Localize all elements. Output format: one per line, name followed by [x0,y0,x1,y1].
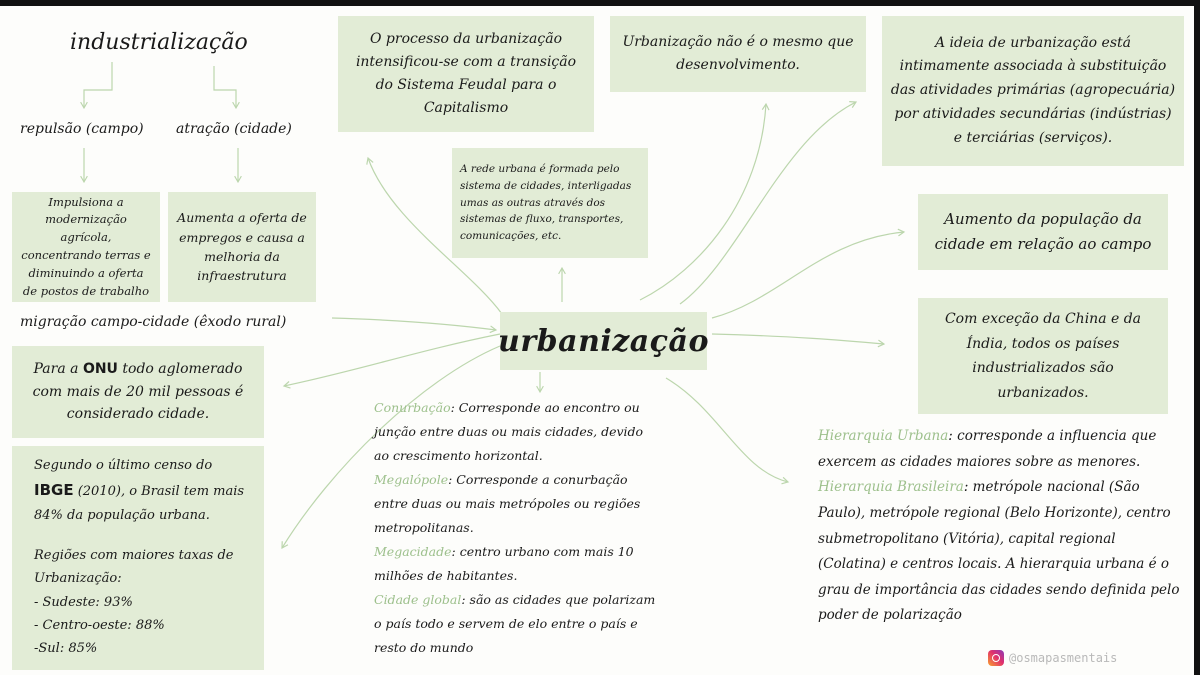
feudal-box-text: O processo da urbanização intensificou-se com a transição do Sistema Feudal para o Capitalismo [355,30,577,117]
hierarquia-item [818,475,1180,629]
definition-text: : são as cidades que polarizam o país todo e servem de elo entre o país e resto do mundo [374,592,656,655]
hierarquia-text: : metrópole nacional (São Paulo), metrópole regional (Belo Horizonte), centro submetropolitano (Vitória), capital regional (Colatina) e centros locais. A hierarquia urbana é o grau de importância das cidades sendo definida pelo poder de polarização [818,479,1180,624]
rede-box [452,148,648,258]
onu-box [12,346,264,438]
ibge-line2-wrap [34,477,256,527]
rede-box-text: A rede urbana é formada pelo sistema de cidades, interligadas umas as outras através dos sistemas de fluxo, transportes, comunicações, etc. [460,163,632,243]
connector-center-china [712,334,884,344]
ideia-box-text: A ideia de urbanização está intimamente associada à substituição das atividades primárias (agropecuária) por atividades secundárias (indústrias) e terciárias (serviços). [890,34,1176,146]
feudal-box [338,16,594,132]
ideia-box [882,16,1184,166]
hierarquia-block [818,424,1180,629]
repulsao-box-text: Impulsiona a modernização agrícola, concentrando terras e diminuindo a oferta de postos de trabalho [21,194,151,298]
industrializacao-title: industrialização [70,30,248,55]
center-title-text: urbanização [498,323,709,359]
aumento-box-text: Aumento da população da cidade em relação ao campo [934,209,1152,253]
atracao-box [168,192,316,302]
ibge-region-item: - Centro-oeste: 88% [34,617,165,633]
onu-box-text [20,358,256,425]
hierarquia-term: Hierarquia Urbana [818,428,949,444]
connector-industrializacao-right [214,66,236,108]
ibge-highlight: IBGE [34,481,74,500]
connector-center-onu [284,334,500,386]
china-box-text: Com exceção da China e da Índia, todos os países industrializados são urbanizados. [944,311,1142,401]
connector-center-desenvolvimento [640,104,766,300]
connector-migracao-center [332,318,496,330]
definition-item [374,396,660,468]
definition-term: Megacidade [374,544,452,559]
definition-item [374,540,660,588]
definition-item [374,588,660,660]
definition-text: : Corresponde ao encontro ou junção entre duas ou mais cidades, devido ao crescimento horizontal. [374,400,644,463]
instagram-icon [988,650,1004,666]
ibge-line1: Segundo o último censo do [34,458,213,473]
desenvolvimento-box-text: Urbanização não é o mesmo que desenvolvimento. [622,33,854,73]
onu-text-after: todo aglomerado com mais de 20 mil pessoas é considerado cidade. [32,361,244,423]
ibge-region-item: - Sudeste: 93% [34,594,133,610]
connector-center-ideia [680,102,856,304]
migracao-label: migração campo-cidade (êxodo rural) [20,314,287,330]
aumento-box [918,194,1168,270]
hierarquia-term: Hierarquia Brasileira [818,479,964,496]
ibge-spacer [34,528,256,544]
onu-text-before: Para a [33,361,83,378]
atracao-label: atração (cidade) [176,121,292,137]
ibge-box [12,446,264,670]
china-box [918,298,1168,414]
desenvolvimento-box [610,16,866,92]
repulsao-box [12,192,160,302]
atracao-box-text: Aumenta a oferta de empregos e causa a melhoria da infraestrutura [177,210,307,284]
connector-center-aumento [712,232,904,318]
ibge-line2: (2010), o Brasil tem mais 84% da população urbana. [34,484,245,524]
definitions-block [374,396,660,660]
ibge-region-item: -Sul: 85% [34,641,98,657]
repulsao-label: repulsão (campo) [20,121,144,137]
ibge-regions-title: Regiões com maiores taxas de Urbanização: [34,547,234,587]
definition-term: Conurbação [374,400,451,415]
center-title [500,312,707,370]
onu-highlight: ONU [82,361,118,378]
definition-term: Megalópole [374,472,449,487]
definition-text: : centro urbano com mais 10 milhões de habitantes. [374,544,634,583]
connector-center-hierarquia [666,378,788,482]
definition-item [374,468,660,540]
hierarquia-text: : corresponde a influencia que exercem as cidades maiores sobre as menores. [818,428,1157,470]
instagram-handle: @osmapasmentais [1009,651,1118,665]
hierarquia-item [818,424,1180,475]
definition-text: : Corresponde a conurbação entre duas ou mais metrópoles ou regiões metropolitanas. [374,472,641,535]
instagram-credit [988,650,1117,666]
connector-industrializacao-left [84,62,112,108]
definition-term: Cidade global [374,592,462,607]
